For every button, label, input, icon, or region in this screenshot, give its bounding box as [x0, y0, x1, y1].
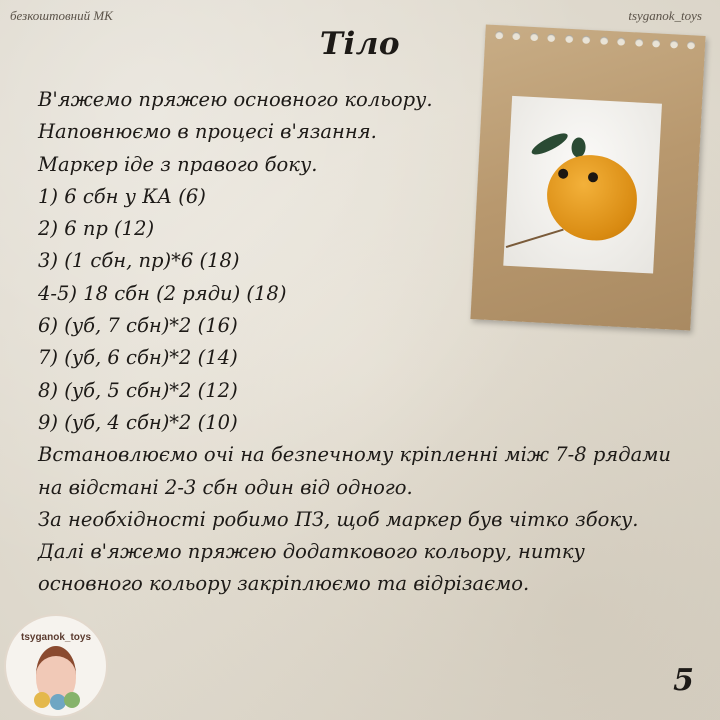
marker-instruction: За необхідності робимо ПЗ, щоб маркер був чітко збоку.	[38, 507, 639, 531]
avatar	[4, 614, 108, 718]
eyes-instruction: Встановлюємо очі на безпечному кріпленні між 7-8 рядами на відстані 2-3 сбн один від одного.	[38, 443, 671, 499]
row-instruction: 3) (1 сбн, пр)*6 (18)	[38, 249, 240, 273]
page-number: 5	[673, 663, 694, 698]
photo-card	[470, 24, 705, 330]
yarn-ball-icon	[64, 692, 80, 708]
row-instruction: 2) 6 пр (12)	[38, 217, 155, 241]
yarn-ball-icon	[34, 692, 50, 708]
header-left-text: безкоштовний МК	[10, 8, 113, 23]
finish-instruction: Далі в'яжемо пряжею додаткового кольору, нитку основного кольору закріплюємо та відрізаємо.	[38, 540, 585, 596]
instruction-line: Наповнюємо в процесі в'язання.	[38, 120, 377, 144]
row-instruction: 9) (уб, 4 сбн)*2 (10)	[38, 410, 238, 434]
avatar-label: tsyganok_toys	[20, 632, 92, 643]
row-instruction: 8) (уб, 5 сбн)*2 (12)	[38, 378, 238, 402]
yarn-thread	[506, 229, 564, 248]
leaf-shape	[529, 130, 570, 159]
row-instruction: 4-5) 18 сбн (2 ряди) (18)	[38, 281, 287, 305]
header-right-text: tsyganok_toys	[628, 8, 702, 23]
row-instruction: 1) 6 сбн у КА (6)	[38, 184, 206, 208]
row-instruction: 6) (уб, 7 сбн)*2 (16)	[38, 314, 238, 338]
page-title: Тіло	[319, 26, 401, 62]
toy-photo	[503, 96, 662, 274]
instruction-line: Маркер іде з правого боку.	[38, 152, 318, 176]
row-instruction: 7) (уб, 6 сбн)*2 (14)	[38, 346, 238, 370]
instruction-line: В'яжемо пряжею основного кольору.	[38, 88, 433, 111]
